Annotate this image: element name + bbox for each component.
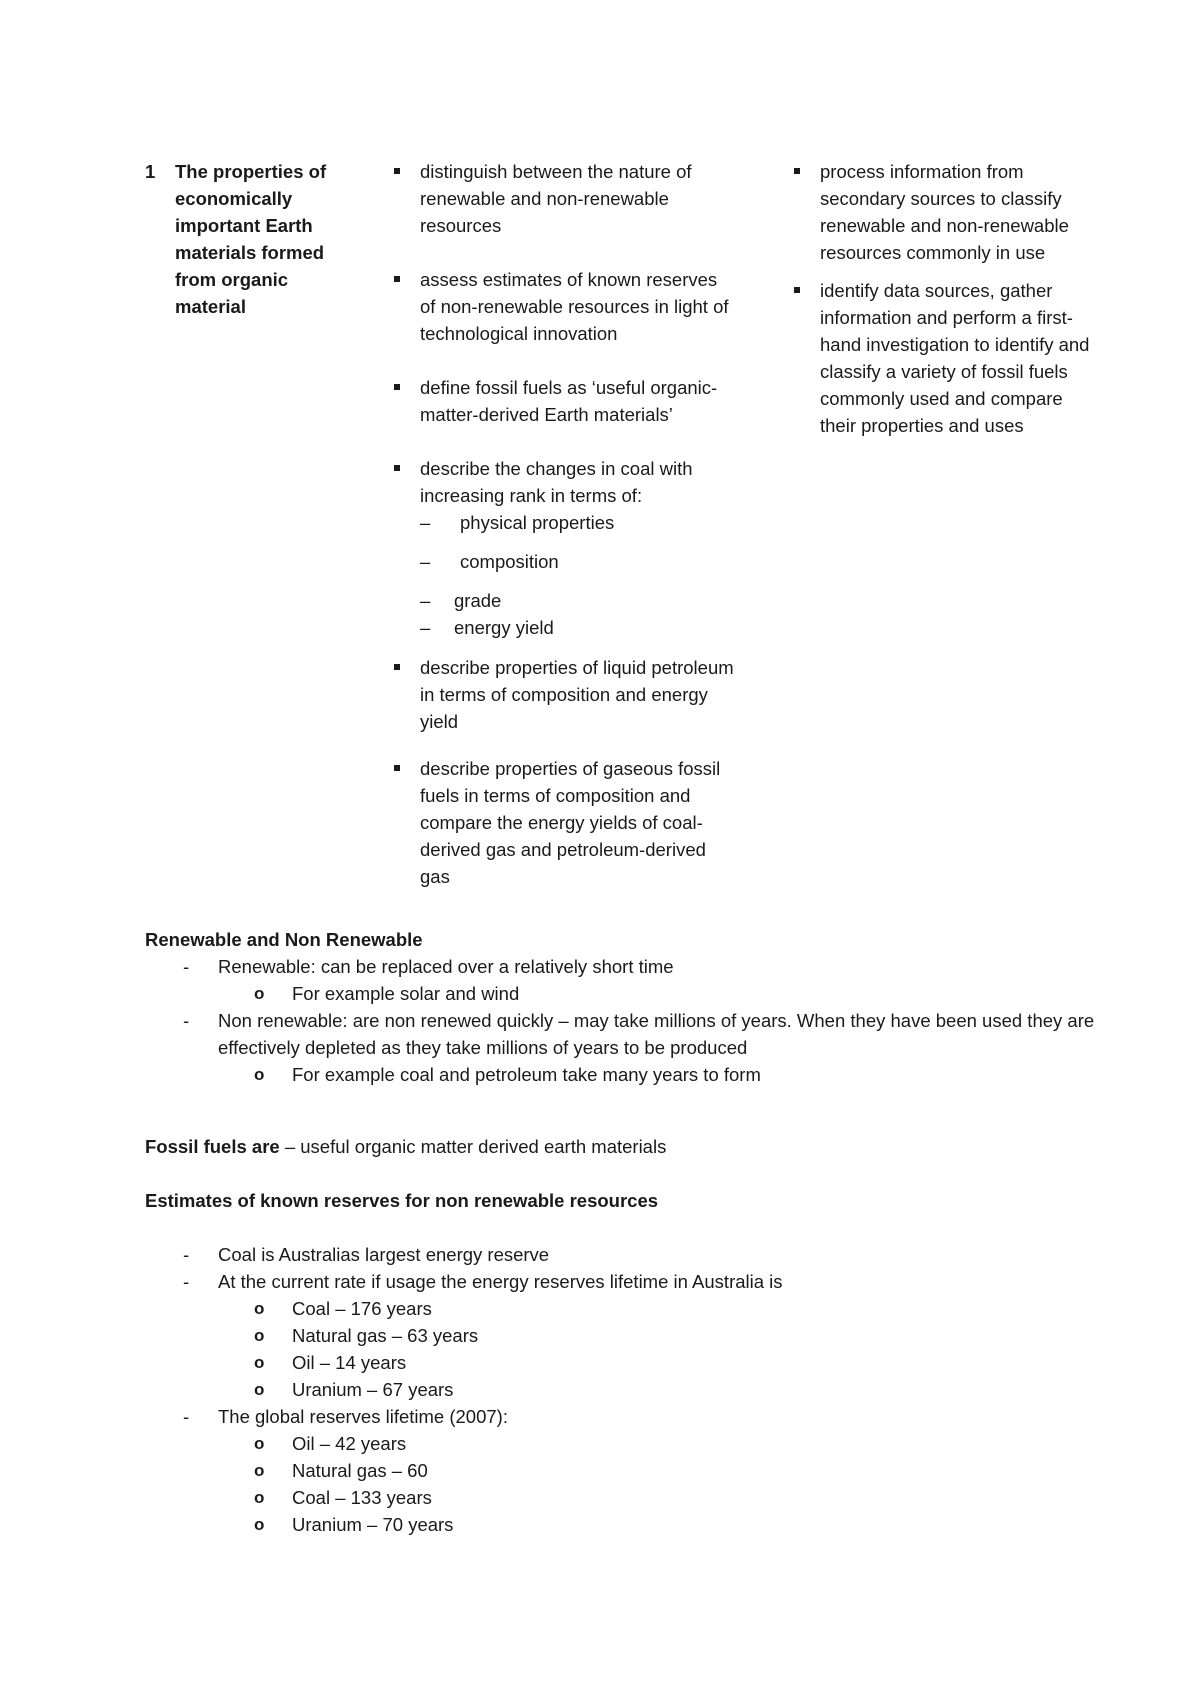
outcome-item: describe properties of liquid petroleum in terms of composition and energy yield <box>390 654 735 735</box>
outcome-item: assess estimates of known reserves of non-renewable resources in light of technological innovation <box>390 266 735 347</box>
sub-list-item <box>145 1430 1105 1457</box>
circle-bullet-icon: o <box>254 1434 265 1453</box>
sub-list-item <box>145 1349 1105 1376</box>
coal-rank-term <box>390 548 735 575</box>
circle-bullet-icon: o <box>254 1065 265 1084</box>
reserves-section <box>145 1187 1105 1538</box>
dash-marker: - <box>183 1271 190 1292</box>
topic-title: The properties of economically important Earth materials formed from organic material <box>175 161 327 317</box>
topic-column <box>145 158 345 320</box>
coal-rank-term-text: grade <box>454 590 502 611</box>
circle-bullet-icon: o <box>254 1299 265 1318</box>
skills-column <box>790 158 1100 439</box>
outcome-item: define fossil fuels as ‘useful organic-matter-derived Earth materials’ <box>390 374 735 428</box>
dash-marker: – <box>420 617 431 638</box>
section-heading: Estimates of known reserves for non renewable resources <box>145 1190 659 1211</box>
skill-item: process information from secondary sources to classify renewable and non-renewable resources commonly in use <box>790 158 1100 266</box>
sub-list-item <box>145 980 1105 1007</box>
list-item-text: Uranium – 70 years <box>292 1514 454 1535</box>
circle-bullet-icon: o <box>254 1488 265 1507</box>
dash-marker: - <box>183 956 190 977</box>
list-item-text: Renewable: can be replaced over a relatively short time <box>218 956 674 977</box>
list-item-text: Coal is Australias largest energy reserve <box>218 1244 550 1265</box>
sub-list-item <box>145 1457 1105 1484</box>
circle-bullet-icon: o <box>254 1380 265 1399</box>
circle-bullet-icon: o <box>254 1515 265 1534</box>
section-heading: Renewable and Non Renewable <box>145 929 423 950</box>
fossil-fuels-definition <box>145 1133 1105 1160</box>
sub-list-item <box>145 1295 1105 1322</box>
list-item <box>145 1403 1105 1430</box>
list-item-text: Uranium – 67 years <box>292 1379 454 1400</box>
dash-marker: – <box>420 590 431 611</box>
outcome-item: describe properties of gaseous fossil fuels in terms of composition and compare the energy yields of coal-derived gas and petroleum-derived gas <box>390 755 735 890</box>
list-item-text: Coal – 133 years <box>292 1487 432 1508</box>
outcome-item: describe the changes in coal with increasing rank in terms of: <box>390 455 735 509</box>
list-item-text: For example solar and wind <box>292 983 520 1004</box>
list-item <box>145 1007 1105 1061</box>
definition-term: Fossil fuels are <box>145 1136 280 1157</box>
sub-list-item <box>145 1322 1105 1349</box>
circle-bullet-icon: o <box>254 1353 265 1372</box>
list-item-text: The global reserves lifetime (2007): <box>218 1406 508 1427</box>
list-item <box>145 1241 1105 1268</box>
dash-marker: – <box>420 512 431 533</box>
coal-rank-term <box>390 614 735 641</box>
dash-marker: – <box>420 551 431 572</box>
topic-cell <box>145 158 345 320</box>
topic-number: 1 <box>145 161 156 182</box>
coal-rank-term <box>390 509 735 536</box>
list-item-text: Natural gas – 60 <box>292 1460 428 1481</box>
coal-rank-term-text: physical properties <box>460 512 615 533</box>
dash-marker: - <box>183 1406 190 1427</box>
list-item-text: Non renewable: are non renewed quickly – may take millions of years. When they have been used they are effectively depleted as they take millions of years to be produced <box>218 1010 1095 1058</box>
list-item-text: At the current rate if usage the energy reserves lifetime in Australia is <box>218 1271 783 1292</box>
coal-rank-term <box>390 587 735 614</box>
coal-rank-term-text: energy yield <box>454 617 554 638</box>
list-item-text: For example coal and petroleum take many years to form <box>292 1064 761 1085</box>
list-item <box>145 953 1105 980</box>
dash-marker: - <box>183 1010 190 1031</box>
definition-text: – useful organic matter derived earth materials <box>279 1136 667 1157</box>
circle-bullet-icon: o <box>254 1461 265 1480</box>
coal-rank-term-text: composition <box>460 551 559 572</box>
renewable-section <box>145 926 1105 1088</box>
syllabus-table <box>145 158 1105 898</box>
list-item-text: Natural gas – 63 years <box>292 1325 479 1346</box>
sub-list-item <box>145 1376 1105 1403</box>
sub-list-item <box>145 1061 1105 1088</box>
list-item-text: Oil – 42 years <box>292 1433 407 1454</box>
list-item-text: Coal – 176 years <box>292 1298 432 1319</box>
sub-list-item <box>145 1511 1105 1538</box>
list-item-text: Oil – 14 years <box>292 1352 407 1373</box>
skill-item: identify data sources, gather information and perform a first-hand investigation to identify and classify a variety of fossil fuels commonly used and compare their properties and uses <box>790 277 1100 439</box>
dash-marker: - <box>183 1244 190 1265</box>
outcome-item: distinguish between the nature of renewable and non-renewable resources <box>390 158 735 239</box>
circle-bullet-icon: o <box>254 1326 265 1345</box>
list-item <box>145 1268 1105 1295</box>
outcomes-column <box>390 158 735 890</box>
sub-list-item <box>145 1484 1105 1511</box>
circle-bullet-icon: o <box>254 984 265 1003</box>
